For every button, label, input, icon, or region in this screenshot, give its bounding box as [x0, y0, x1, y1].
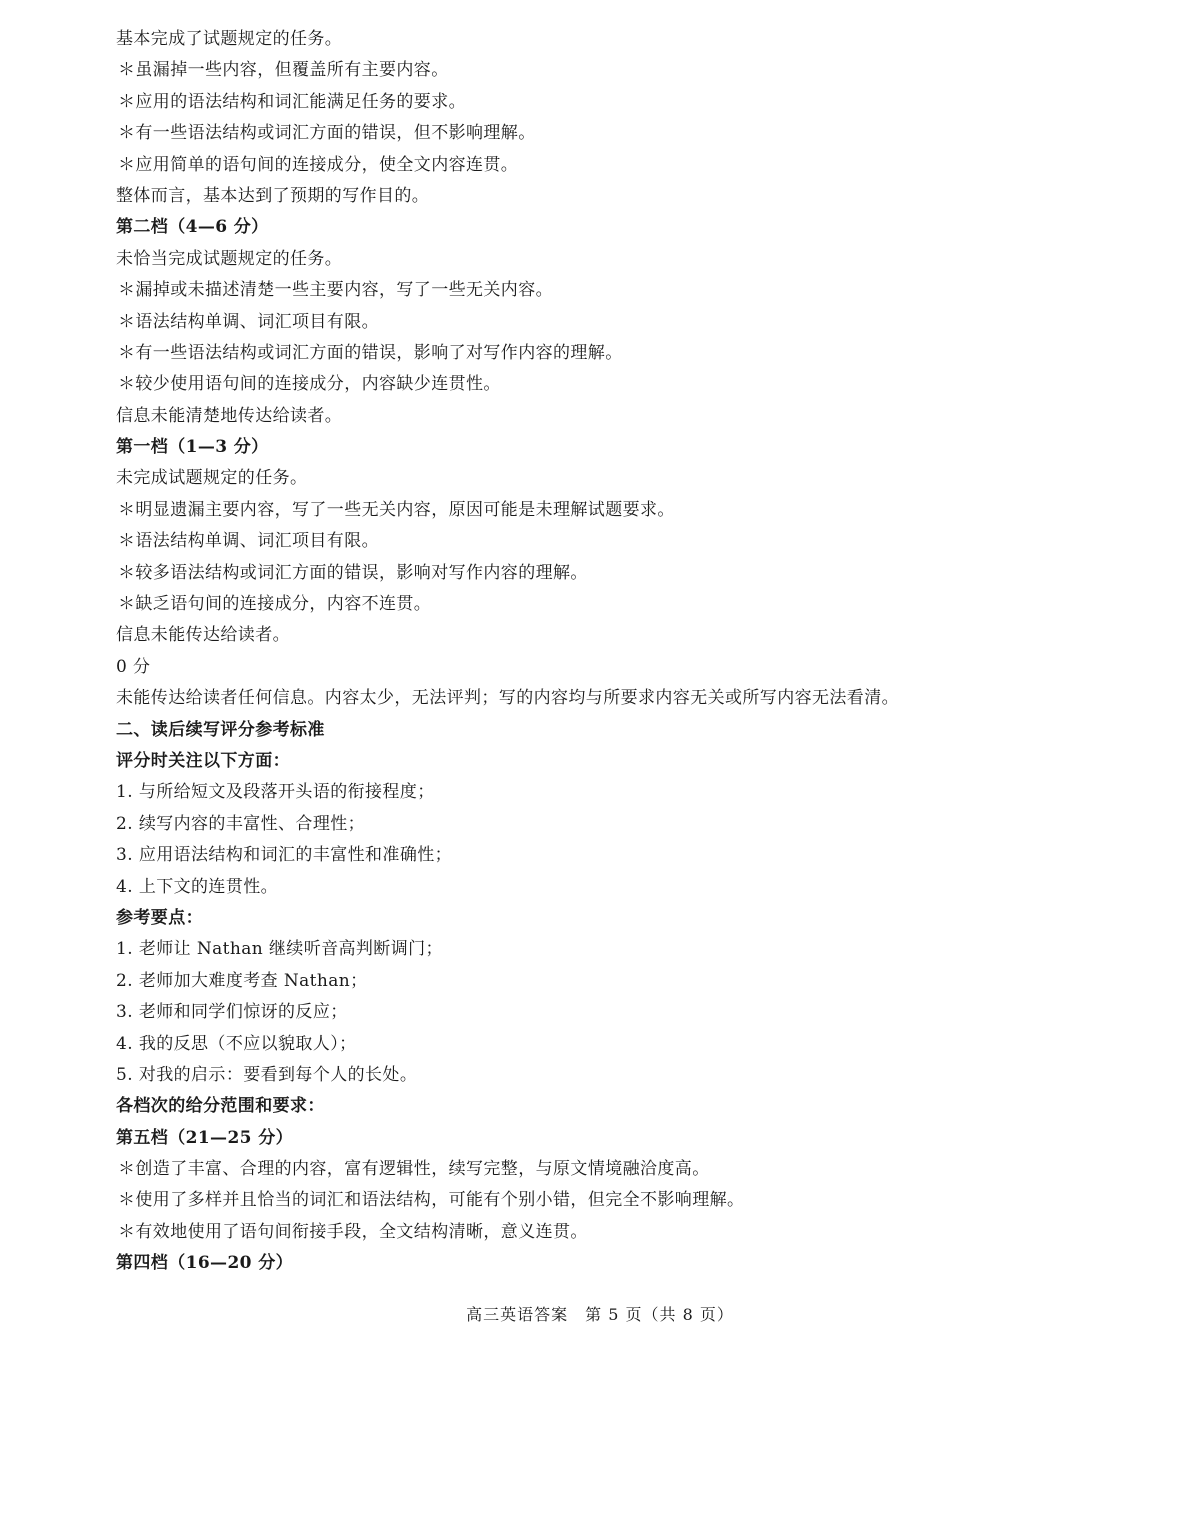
- bullet-item: ＊语法结构单调、词汇项目有限。: [118, 531, 379, 552]
- text-line: 0 分: [116, 656, 151, 677]
- bullet-item: ＊虽漏掉一些内容，但覆盖所有主要内容。: [118, 60, 449, 81]
- document-body: [116, 24, 1156, 1280]
- bullet-item: ＊使用了多样并且恰当的词汇和语法结构，可能有个别小错，但完全不影响理解。: [118, 1190, 745, 1211]
- section-heading: 第五档（21—25 分）: [116, 1127, 294, 1148]
- bullet-item: ＊应用简单的语句间的连接成分，使全文内容连贯。: [118, 154, 519, 175]
- text-line: 信息未能传达给读者。: [116, 625, 290, 646]
- text-line: 未完成试题规定的任务。: [116, 468, 308, 489]
- text-line: 信息未能清楚地传达给读者。: [116, 405, 343, 426]
- bullet-item: ＊较多语法结构或词汇方面的错误，影响对写作内容的理解。: [118, 562, 588, 583]
- section-heading: 第四档（16—20 分）: [116, 1253, 294, 1274]
- text-line: 3. 应用语法结构和词汇的丰富性和准确性；: [116, 845, 453, 866]
- bullet-item: ＊较少使用语句间的连接成分，内容缺少连贯性。: [118, 374, 501, 395]
- text-line: 5. 对我的启示：要看到每个人的长处。: [116, 1064, 418, 1085]
- section-heading: 第一档（1—3 分）: [116, 437, 269, 458]
- bullet-item: ＊有一些语法结构或词汇方面的错误，但不影响理解。: [118, 123, 536, 144]
- text-line: 未恰当完成试题规定的任务。: [116, 248, 343, 269]
- bullet-item: ＊创造了丰富、合理的内容，富有逻辑性，续写完整，与原文情境融洽度高。: [118, 1159, 710, 1180]
- text-line: 1. 老师让 Nathan 继续听音高判断调门；: [116, 939, 443, 960]
- bullet-item: ＊有效地使用了语句间衔接手段，全文结构清晰，意义连贯。: [118, 1221, 588, 1242]
- section-heading: 各档次的给分范围和要求：: [116, 1096, 325, 1117]
- bullet-item: ＊语法结构单调、词汇项目有限。: [118, 311, 379, 332]
- section-heading: 参考要点：: [116, 907, 203, 928]
- section-heading: 评分时关注以下方面：: [116, 750, 290, 771]
- text-line: 4. 我的反思（不应以貌取人）；: [116, 1033, 357, 1054]
- text-line: 3. 老师和同学们惊讶的反应；: [116, 1002, 348, 1023]
- bullet-item: ＊漏掉或未描述清楚一些主要内容，写了一些无关内容。: [118, 280, 553, 301]
- section-heading: 第二档（4—6 分）: [116, 217, 269, 238]
- section-heading: 二、读后续写评分参考标准: [116, 719, 325, 740]
- page-footer: 高三英语答案 第 5 页（共 8 页）: [466, 1305, 734, 1324]
- bullet-item: ＊应用的语法结构和词汇能满足任务的要求。: [118, 91, 466, 112]
- text-line: 1. 与所给短文及段落开头语的衔接程度；: [116, 782, 435, 803]
- text-line: 基本完成了试题规定的任务。: [116, 29, 343, 49]
- bullet-item: ＊缺乏语句间的连接成分，内容不连贯。: [118, 594, 432, 615]
- text-line: 未能传达给读者任何信息。内容太少，无法评判；写的内容均与所要求内容无关或所写内容无法看清。: [116, 688, 899, 709]
- bullet-item: ＊有一些语法结构或词汇方面的错误，影响了对写作内容的理解。: [118, 342, 623, 363]
- bullet-item: ＊明显遗漏主要内容，写了一些无关内容，原因可能是未理解试题要求。: [118, 499, 675, 520]
- text-line: 整体而言，基本达到了预期的写作目的。: [116, 185, 430, 206]
- text-line: 2. 老师加大难度考查 Nathan；: [116, 970, 368, 991]
- text-line: 4. 上下文的连贯性。: [116, 876, 279, 897]
- text-line: 2. 续写内容的丰富性、合理性；: [116, 813, 366, 834]
